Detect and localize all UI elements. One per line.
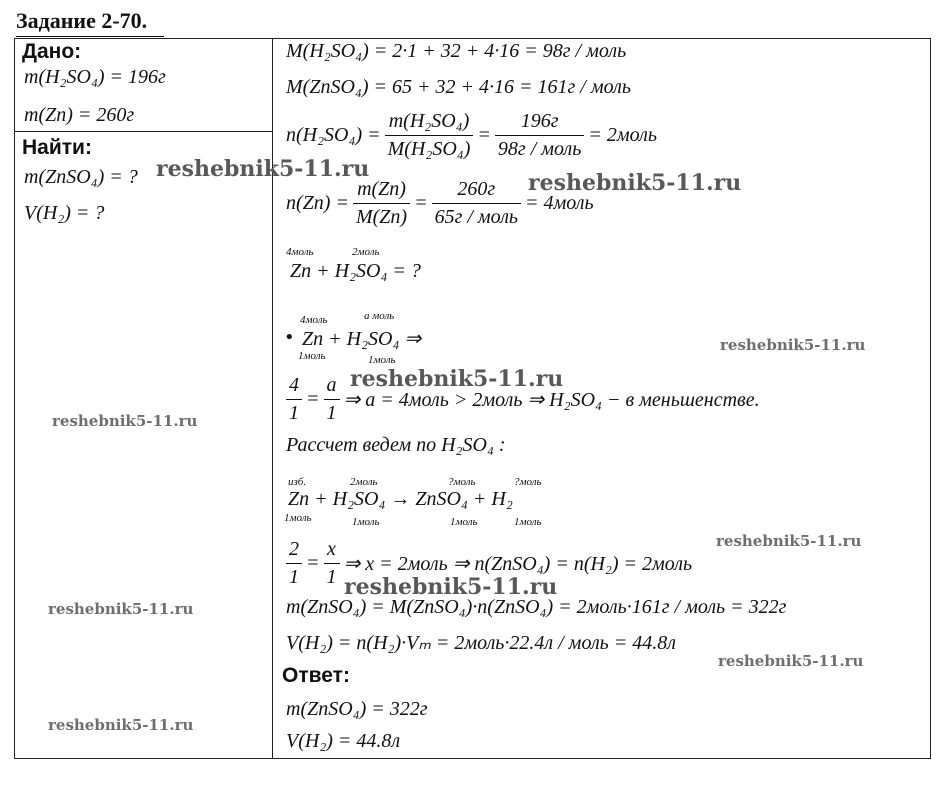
find-item-mass-znso4: m(ZnSO₄) = ? bbox=[24, 166, 138, 188]
find-heading: Найти: bbox=[22, 136, 92, 159]
watermark: reshebnik5-11.ru bbox=[528, 170, 742, 196]
fraction-denominator: M(H₂SO₄) bbox=[385, 135, 474, 161]
find-item-volume-h2: V(H₂) = ? bbox=[24, 202, 105, 224]
top-border bbox=[14, 38, 931, 39]
fraction-numerator: 2 bbox=[289, 538, 299, 560]
moles-h2so4-lhs: n(H₂SO₄) = bbox=[286, 124, 381, 146]
moles-zn-result: = 4моль bbox=[525, 192, 594, 214]
watermark: reshebnik5-11.ru bbox=[48, 600, 194, 618]
watermark: reshebnik5-11.ru bbox=[48, 716, 194, 734]
column-divider bbox=[272, 38, 273, 758]
fraction-denominator: M(Zn) bbox=[353, 203, 410, 229]
watermark: reshebnik5-11.ru bbox=[344, 574, 558, 600]
watermark: reshebnik5-11.ru bbox=[350, 366, 564, 392]
eq1-annotation-h2so4: 2моль bbox=[352, 246, 380, 258]
moles-h2so4-fraction-2 bbox=[495, 110, 584, 161]
fraction-numerator: x bbox=[327, 538, 336, 560]
mass-znso4-calculation: m(ZnSO₄) = M(ZnSO₄)·n(ZnSO₄) = 2моль·161г / моль = 322г bbox=[286, 596, 787, 618]
ratio-2-fraction-right bbox=[324, 538, 340, 589]
fraction-denominator: 1 bbox=[286, 399, 302, 425]
equals-sign: = bbox=[414, 192, 428, 214]
ratio-1-conclusion: ⇒ а = 4моль > 2моль ⇒ H₂SO₄ − в меньшенстве. bbox=[343, 389, 760, 411]
moles-zn-fraction-2 bbox=[432, 178, 521, 229]
task-title: Задание 2-70. bbox=[16, 8, 148, 33]
eq2-annotation-zn: 4моль bbox=[300, 314, 328, 326]
fraction-denominator: 1 bbox=[324, 563, 340, 589]
fraction-denominator: 98г / моль bbox=[495, 135, 584, 161]
fraction-denominator: 1 bbox=[324, 399, 340, 425]
answer-heading: Ответ: bbox=[282, 664, 350, 687]
watermark: reshebnik5-11.ru bbox=[720, 336, 866, 354]
watermark: reshebnik5-11.ru bbox=[716, 532, 862, 550]
watermark: reshebnik5-11.ru bbox=[52, 412, 198, 430]
fraction-numerator: 196г bbox=[520, 110, 559, 132]
ratio-2-conclusion: ⇒ x = 2моль ⇒ n(ZnSO₄) = n(H₂) = 2моль bbox=[343, 553, 693, 575]
eq3-coefficient-zn: 1моль bbox=[284, 512, 312, 524]
fraction-denominator: 1 bbox=[286, 563, 302, 589]
left-border bbox=[14, 38, 15, 758]
moles-zn-lhs: n(Zn) = bbox=[286, 192, 349, 214]
equals-sign: = bbox=[477, 124, 491, 146]
fraction-numerator: а bbox=[326, 374, 337, 396]
volume-h2-calculation: V(H₂) = n(H₂)·Vₘ = 2моль·22.4л / моль = 44.8л bbox=[286, 632, 676, 654]
ratio-2-fraction-left bbox=[286, 538, 302, 589]
eq3-coefficient-h2so4: 1моль bbox=[352, 516, 380, 528]
given-heading: Дано: bbox=[22, 40, 82, 63]
reaction-equation-3: Zn + H₂SO₄ → ZnSO₄ + H₂ bbox=[288, 488, 513, 510]
right-border bbox=[930, 38, 931, 758]
equals-sign: = bbox=[306, 552, 320, 574]
answer-item-volume-h2: V(H₂) = 44.8л bbox=[286, 730, 401, 752]
molar-mass-h2so4: M(H₂SO₄) = 2·1 + 32 + 4·16 = 98г / моль bbox=[286, 40, 627, 62]
eq2-coefficient-zn: 1моль bbox=[298, 350, 326, 362]
fraction-numerator: 4 bbox=[289, 374, 299, 396]
moles-h2so4-formula bbox=[286, 110, 657, 161]
moles-zn-fraction-1 bbox=[353, 178, 410, 229]
given-divider bbox=[14, 131, 273, 132]
eq3-annotation-h2: ?моль bbox=[514, 476, 542, 488]
eq3-annotation-zn: изб. bbox=[288, 476, 307, 488]
eq3-coefficient-h2: 1моль bbox=[514, 516, 542, 528]
fraction-numerator: 260г bbox=[457, 178, 496, 200]
title-underline bbox=[16, 36, 164, 37]
ratio-1-fraction-right bbox=[324, 374, 340, 425]
eq3-coefficient-znso4: 1моль bbox=[450, 516, 478, 528]
moles-h2so4-result: = 2моль bbox=[588, 124, 657, 146]
given-item-mass-h2so4: m(H₂SO₄) = 196г bbox=[24, 66, 166, 88]
ratio-1-fraction-left bbox=[286, 374, 302, 425]
equals-sign: = bbox=[306, 388, 320, 410]
eq3-annotation-h2so4: 2моль bbox=[350, 476, 378, 488]
bottom-border bbox=[14, 758, 931, 759]
eq2-annotation-h2so4: а моль bbox=[364, 310, 395, 322]
watermark: reshebnik5-11.ru bbox=[718, 652, 864, 670]
watermark: reshebnik5-11.ru bbox=[156, 156, 370, 182]
eq2-coefficient-h2so4: 1моль bbox=[368, 354, 396, 366]
fraction-numerator: m(Zn) bbox=[357, 178, 406, 200]
answer-item-mass-znso4: m(ZnSO₄) = 322г bbox=[286, 698, 428, 720]
eq3-annotation-znso4: ?моль bbox=[448, 476, 476, 488]
moles-h2so4-fraction-1 bbox=[385, 110, 474, 161]
molar-mass-znso4: M(ZnSO₄) = 65 + 32 + 4·16 = 161г / моль bbox=[286, 76, 631, 98]
fraction-numerator: m(H₂SO₄) bbox=[388, 110, 470, 132]
given-item-mass-zn: m(Zn) = 260г bbox=[24, 104, 135, 126]
fraction-denominator: 65г / моль bbox=[432, 203, 521, 229]
calculation-basis-note: Рассчет ведем по H₂SO₄ : bbox=[286, 434, 506, 456]
reaction-equation-1: Zn + H₂SO₄ = ? bbox=[290, 260, 421, 282]
reaction-equation-2: Zn + H₂SO₄ ⇒ bbox=[302, 328, 422, 350]
eq1-annotation-zn: 4моль bbox=[286, 246, 314, 258]
bullet-marker: • bbox=[284, 327, 295, 348]
